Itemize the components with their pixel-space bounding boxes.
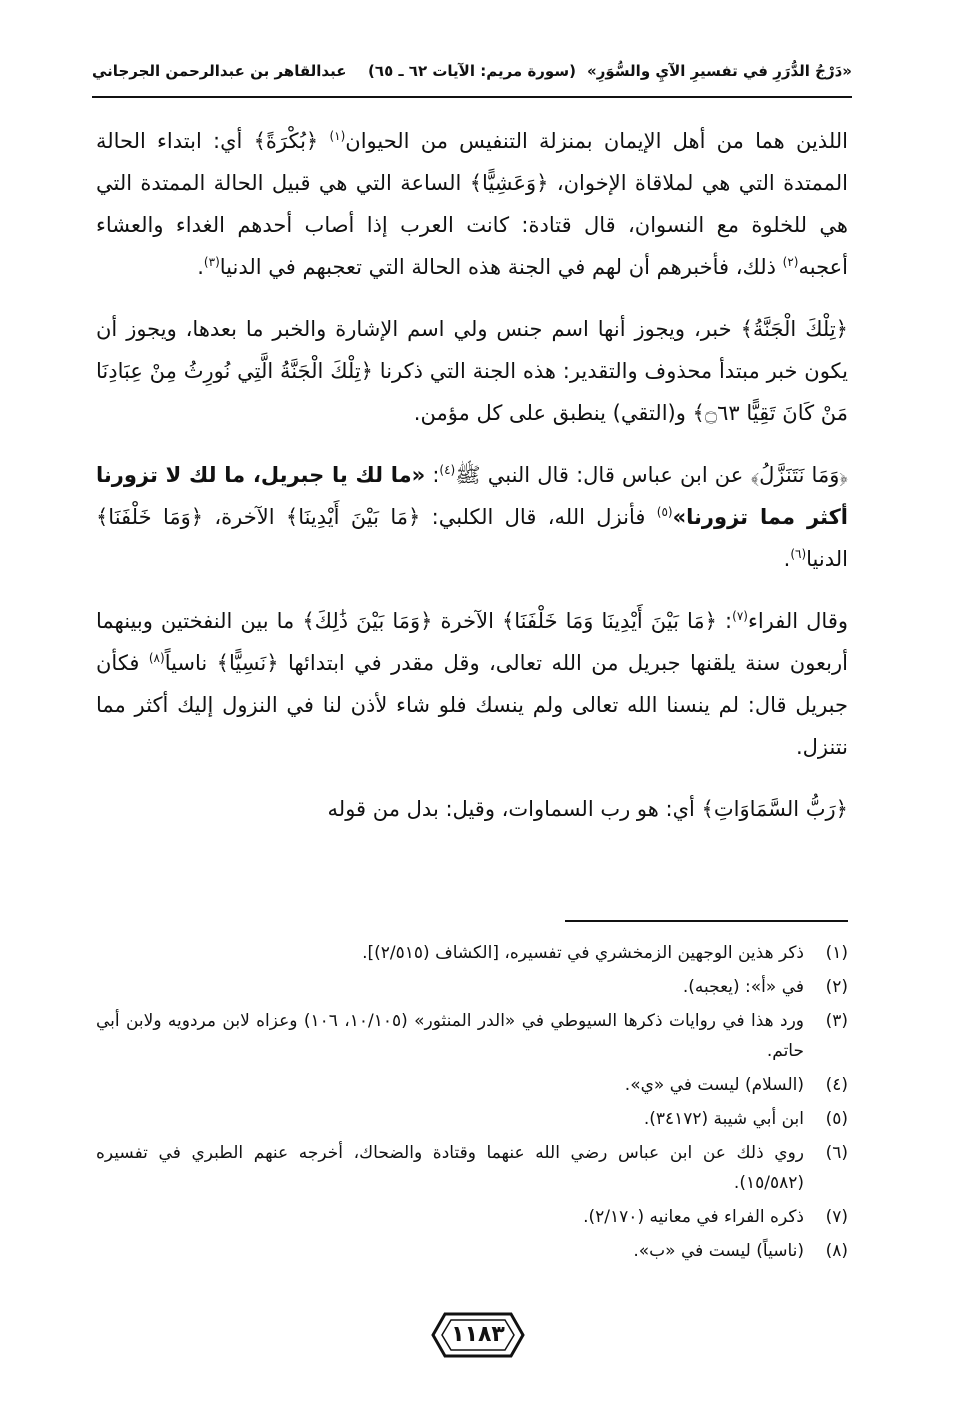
text-run: اللذين هما من أهل الإيمان بمنزلة التنفيس من الحيوان	[345, 129, 849, 153]
text-run: وقال الفراء	[747, 609, 848, 633]
footnote-text: في «أ»: (يعجبه).	[682, 977, 804, 997]
footnote-number: (٦)	[825, 1143, 848, 1163]
footnote-number: (٢)	[825, 977, 848, 997]
footnote-text: روي ذلك عن ابن عباس رضي الله عنهما وقتادة والضحاك، أخرجه عنهم الطبري في تفسيره (١٥/٥٨٢).	[96, 1143, 804, 1193]
footnote-marker: (٥)	[656, 505, 673, 519]
text-run: : ﴿مَا بَيْنَ أَيْدِينَا وَمَا خَلْفَنَا﴾ الآخرة ﴿وَمَا بَيْنَ ذَٰلِكَ﴾ ما بين النفختين وبينهما أربعون سنة يلقنها جبريل من الله تعالى، وقل مقدر في ابتدائها ﴿نَسِيًّا﴾ ناسياً	[96, 609, 848, 675]
text-run: فأنزل الله، قال الكلبي: ﴿مَا بَيْنَ أَيْدِينَا﴾ الآخرة، ﴿وَمَا خَلْفَنَا﴾ الدنيا	[96, 505, 848, 571]
footnote-marker: (٨)	[148, 651, 165, 665]
footnote-text: ذكره الفراء في معانيه (٢/١٧٠).	[583, 1207, 804, 1227]
text-run: ﴿وَمَا نَتَنَزَّلُ﴾ عن ابن عباس قال: قال النبي ﷺ	[455, 463, 848, 487]
footnote-item	[96, 1202, 848, 1232]
page-number: ١١٨٣	[451, 1322, 505, 1347]
footnote-divider	[565, 920, 848, 922]
text-run: فكأن جبريل قال: لم ينسنا الله تعالى ولم ينسك فلو شاء لأذن لنا في النزول إليك أكثر مما نتنزل.	[96, 651, 848, 759]
footnote-number: (٥)	[825, 1109, 848, 1129]
footnote-marker: (٢)	[782, 255, 799, 269]
author-name: عبدالقاهر بن عبدالرحمن الجرجاني	[92, 62, 347, 80]
section-title: (سورة مريم: الآيات ٦٢ ـ ٦٥)	[368, 62, 576, 80]
footnotes	[96, 938, 848, 1270]
footnote-item	[96, 972, 848, 1002]
footnote-marker: (٦)	[790, 547, 807, 561]
footnote-number: (٧)	[825, 1207, 848, 1227]
book-title: «دَرْجُ الدُّرَرِ في تفسيرِ الآيِ والسُّوَرِ»	[587, 62, 852, 80]
footnote-text: (السلام) ليست في «ي».	[624, 1075, 804, 1095]
footnote-number: (٣)	[825, 1011, 848, 1031]
page-number-badge	[431, 1312, 525, 1358]
footnote-item	[96, 1006, 848, 1066]
paragraph-2	[96, 308, 848, 434]
running-header	[92, 62, 852, 92]
footnote-item	[96, 938, 848, 968]
footnote-item	[96, 1138, 848, 1198]
footnote-text: ابن أبي شيبة (٣٤١٧٢).	[643, 1109, 804, 1129]
footnote-number: (٤)	[825, 1075, 848, 1095]
footnote-number: (٨)	[825, 1241, 848, 1261]
footnote-marker: (١)	[329, 129, 346, 143]
footnote-text: ذكر هذين الوجهين الزمخشري في تفسيره، [الكشاف (٢/٥١٥)].	[362, 943, 804, 963]
main-text	[96, 120, 848, 850]
footnote-item	[96, 1236, 848, 1266]
footnote-number: (١)	[825, 943, 848, 963]
hadith-quote: «ما لك يا جبريل، ما لك لا تزورنا أكثر مما تزورنا»	[96, 463, 848, 529]
text-run: .	[783, 547, 791, 571]
footnote-text: (ناسياً) ليست في «ب».	[633, 1241, 804, 1261]
paragraph-4	[96, 600, 848, 768]
footnote-marker: (٣)	[203, 255, 220, 269]
text-run: .	[197, 255, 204, 279]
text-run: ﴿بُكْرَةً﴾ أي: ابتداء الحالة الممتدة التي هي لملاقاة الإخوان، ﴿وَعَشِيًّا﴾ الساعة التي هي قبيل الحالة الممتدة التي هي للخلوة مع النسوان، قال قتادة: كانت العرب إذا أصاب أحدهم الغداء والعشاء أعجبه	[96, 129, 848, 279]
paragraph-5	[96, 788, 848, 830]
text-run: ﴿تِلْكَ الْجَنَّةُ﴾ خبر، ويجوز أنها اسم جنس ولي اسم الإشارة والخبر ما بعدها، ويجوز أن يكون خبر مبتدأ محذوف والتقدير: هذه الجنة التي ذكرنا ﴿تِلْكَ الْجَنَّةُ الَّتِي نُورِثُ مِنْ عِبَادِنَا مَنْ كَانَ تَقِيًّا ۝٦٣﴾ و(التقي) ينطبق على كل مؤمن.	[96, 317, 848, 425]
footnote-item	[96, 1104, 848, 1134]
header-divider	[92, 96, 852, 98]
paragraph-1	[96, 120, 848, 288]
text-run: ذلك، فأخبرهم أن لهم في الجنة هذه الحالة التي تعجبهم في الدنيا	[219, 255, 783, 279]
footnote-text: ورد هذا في روايات ذكرها السيوطي في «الدر المنثور» (١٠/١٠٥، ١٠٦) وعزاه لابن مردويه ولابن أبي حاتم.	[96, 1011, 804, 1061]
footnote-marker: (٤)	[439, 463, 456, 477]
paragraph-3	[96, 454, 848, 580]
footnote-item	[96, 1070, 848, 1100]
footnote-marker: (٧)	[732, 609, 748, 623]
text-run: :	[425, 463, 440, 487]
text-run: ﴿رَبُّ السَّمَاوَاتِ﴾ أي: هو رب السماوات، وقيل: بدل من قوله	[327, 797, 848, 821]
